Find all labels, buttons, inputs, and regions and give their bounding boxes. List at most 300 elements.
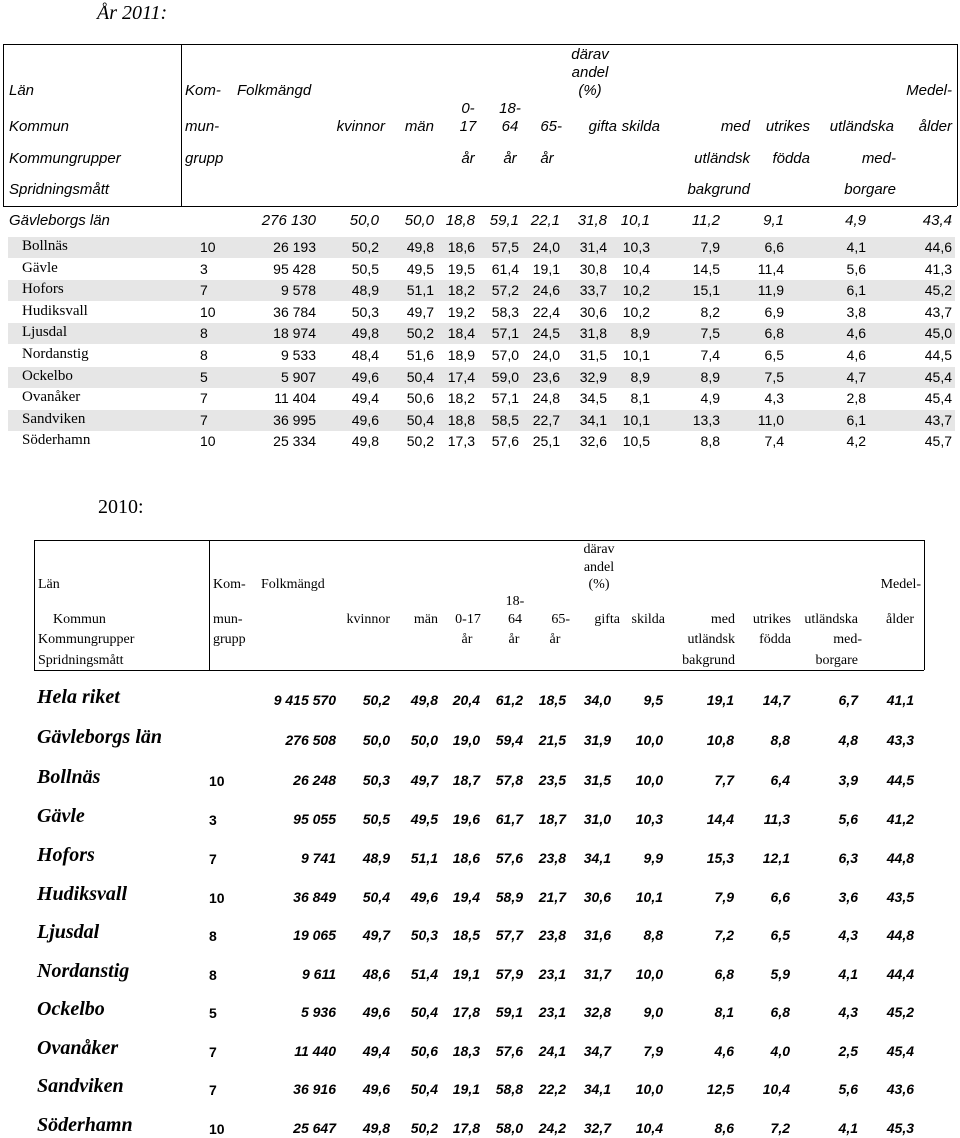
header-zero: 0- [461,100,475,117]
cell-utl-medborgare: 4,6 [846,325,866,341]
header-2010-med: med [710,612,735,627]
cell-utl-bakgrund: 11,2 [691,212,720,229]
cell-skilda: 10,0 [635,1081,663,1097]
header-2010-sixtyfour: 64 [508,612,522,627]
cell-skilda: 10,2 [622,304,650,320]
cell-utl-medborgare: 4,1 [838,1120,858,1136]
cell-skilda: 10,1 [635,889,663,905]
cell-gifta: 31,8 [577,212,607,229]
cell-utl-medborgare: 6,1 [846,412,866,428]
cell-kvinnor: 50,5 [362,811,390,827]
header-utlandsk: utländsk [694,150,750,167]
cell-kvinnor: 49,8 [351,325,379,341]
cell-man: 51,4 [410,966,438,982]
cell-age18-64: 59,0 [491,369,519,385]
cell-medelalder: 45,0 [924,325,952,341]
header-2010-darav: därav [583,542,615,557]
cell-age18-64: 57,2 [491,282,519,298]
cell-folkmangd: 95 055 [293,811,336,827]
cell-utrikes-fodda: 6,5 [770,927,790,943]
cell-age0-17: 18,8 [445,212,475,229]
cell-folkmangd: 26 248 [293,772,336,788]
cell-age0-17: 19,2 [447,304,475,320]
header-2010-eighteen: 18- [505,594,525,609]
cell-kommungrupp: 3 [209,812,217,828]
cell-gifta: 31,5 [583,772,611,788]
cell-age65: 24,1 [538,1043,566,1059]
cell-man: 50,6 [410,1043,438,1059]
cell-utl-bakgrund: 4,6 [714,1043,734,1059]
header-utrikes: utrikes [765,118,810,135]
cell-gifta: 31,6 [583,927,611,943]
cell-utrikes-fodda: 11,9 [757,282,784,298]
cell-utrikes-fodda: 12,1 [762,850,790,866]
cell-kommungrupp: 10 [209,1121,225,1137]
row-name: Bollnäs [22,238,68,254]
row-name: Hofors [22,281,64,297]
cell-kvinnor: 50,5 [351,261,379,277]
header-bakgrund: bakgrund [687,181,750,198]
cell-age65: 19,1 [532,261,560,277]
cell-kommungrupp: 8 [200,325,208,341]
cell-man: 49,5 [406,261,434,277]
cell-age18-64: 58,8 [495,1081,523,1097]
cell-medelalder: 41,2 [886,811,914,827]
cell-man: 50,2 [406,325,434,341]
cell-utl-medborgare: 3,8 [846,304,866,320]
row-name: Gävle [22,260,58,276]
cell-kommungrupp: 7 [200,282,208,298]
cell-man: 50,4 [410,1081,438,1097]
cell-age18-64: 58,0 [495,1120,523,1136]
cell-utl-bakgrund: 7,9 [714,889,734,905]
table-2011-col-divider [181,44,182,206]
header-2010-medb: med- [833,632,862,647]
cell-gifta: 30,8 [579,261,607,277]
cell-medelalder: 45,2 [924,282,952,298]
cell-skilda: 10,0 [635,772,663,788]
cell-age0-17: 18,9 [447,347,475,363]
cell-age0-17: 19,1 [452,966,480,982]
cell-utl-medborgare: 6,7 [838,692,858,708]
cell-folkmangd: 26 193 [273,239,316,255]
cell-utl-bakgrund: 12,5 [706,1081,734,1097]
cell-age65: 23,5 [538,772,566,788]
cell-man: 51,1 [410,850,438,866]
header-borgare: borgare [844,181,896,198]
cell-age65: 23,8 [538,927,566,943]
cell-skilda: 8,8 [643,927,663,943]
cell-age65: 24,8 [532,390,560,406]
cell-gifta: 34,1 [583,1081,611,1097]
cell-kommungrupp: 7 [200,412,208,428]
cell-kommungrupp: 7 [200,390,208,406]
cell-man: 50,0 [404,212,434,229]
cell-kvinnor: 50,0 [362,732,390,748]
cell-utrikes-fodda: 10,4 [762,1081,790,1097]
cell-utl-medborgare: 4,8 [838,732,858,748]
cell-skilda: 10,3 [622,239,650,255]
row-name: Hofors [37,844,95,866]
header-2010-kvinnor: kvinnor [346,612,390,627]
cell-skilda: 10,0 [635,732,663,748]
header-grupp: grupp [185,150,224,167]
cell-age65: 24,0 [532,347,560,363]
header-eighteen: 18- [499,100,521,117]
header-lan: Län [9,82,35,99]
header-2010-fodda: födda [759,632,791,647]
row-name: Sandviken [22,411,86,427]
cell-skilda: 10,4 [622,261,650,277]
cell-skilda: 10,1 [622,347,650,363]
cell-folkmangd: 9 741 [300,850,336,866]
cell-kvinnor: 50,2 [351,239,379,255]
row-name: Gävleborgs län [9,212,110,229]
cell-utrikes-fodda: 6,5 [764,347,784,363]
cell-medelalder: 41,1 [886,692,914,708]
header-2010-bakgrund: bakgrund [682,653,735,668]
cell-age65: 25,1 [532,433,560,449]
cell-age65: 24,2 [538,1120,566,1136]
cell-kvinnor: 50,2 [362,692,390,708]
cell-man: 50,4 [406,369,434,385]
header-med: med [720,118,750,135]
cell-skilda: 10,1 [620,212,650,229]
cell-folkmangd: 36 995 [273,412,316,428]
table-2011-header-divider [3,206,957,207]
cell-medelalder: 44,8 [886,850,914,866]
cell-folkmangd: 36 849 [293,889,336,905]
cell-age0-17: 18,2 [447,282,475,298]
cell-utrikes-fodda: 11,4 [757,261,784,277]
cell-kvinnor: 49,8 [351,433,379,449]
table-2010-right-border [924,540,925,670]
header-2010-utlandska: utländska [804,612,858,627]
cell-age0-17: 18,2 [447,390,475,406]
header-2010-medel: Medel- [880,577,921,592]
row-name: Ovanåker [37,1037,119,1059]
cell-kommungrupp: 10 [209,890,225,906]
cell-age18-64: 57,8 [495,772,523,788]
row-name: Nordanstig [22,346,89,362]
header-kvinnor: kvinnor [336,118,385,135]
cell-utl-bakgrund: 15,1 [692,282,720,298]
cell-gifta: 32,8 [583,1004,611,1020]
cell-utrikes-fodda: 6,8 [764,325,784,341]
cell-folkmangd: 9 578 [280,282,316,298]
cell-utrikes-fodda: 6,4 [770,772,790,788]
header-kom: Kom- [185,82,221,99]
row-name: Ovanåker [22,389,81,405]
cell-utl-bakgrund: 7,4 [700,347,720,363]
cell-kommungrupp: 8 [209,967,217,983]
cell-gifta: 31,7 [583,966,611,982]
header-darav: därav [571,46,609,63]
cell-age0-17: 17,3 [447,433,475,449]
cell-age18-64: 57,6 [495,1043,523,1059]
cell-age65: 21,7 [538,889,566,905]
cell-medelalder: 45,3 [886,1120,914,1136]
cell-age18-64: 57,1 [491,325,519,341]
header-2010-kom: Kom- [213,577,246,592]
header-2010-pct: (%) [588,577,610,592]
cell-folkmangd: 19 065 [293,927,336,943]
cell-utl-bakgrund: 8,9 [700,369,720,385]
cell-gifta: 31,5 [579,347,607,363]
cell-utl-bakgrund: 8,8 [700,433,720,449]
cell-kvinnor: 50,3 [351,304,379,320]
cell-utrikes-fodda: 4,0 [770,1043,790,1059]
table-2010-left-border [34,540,35,670]
cell-medelalder: 45,7 [924,433,952,449]
row-name: Bollnäs [37,766,101,788]
cell-utrikes-fodda: 11,3 [763,811,790,827]
cell-folkmangd: 9 533 [280,347,316,363]
cell-utrikes-fodda: 7,2 [770,1120,790,1136]
cell-gifta: 34,7 [583,1043,611,1059]
cell-kvinnor: 48,9 [351,282,379,298]
cell-age18-64: 61,4 [491,261,519,277]
header-seventeen: 17 [459,118,477,135]
cell-man: 49,6 [410,889,438,905]
cell-folkmangd: 276 508 [285,732,336,748]
header-andel: andel [571,64,609,81]
cell-utl-bakgrund: 8,6 [714,1120,734,1136]
cell-folkmangd: 11 440 [294,1043,336,1059]
header-medel: Medel- [906,82,952,99]
cell-folkmangd: 5 936 [300,1004,336,1020]
table-2010-col-divider [209,540,210,670]
cell-kvinnor: 49,7 [362,927,390,943]
cell-medelalder: 43,5 [886,889,914,905]
header-2010-alder: ålder [886,612,914,627]
cell-utl-medborgare: 4,1 [846,239,866,255]
cell-utl-bakgrund: 15,3 [706,850,734,866]
cell-age18-64: 57,1 [491,390,519,406]
cell-kvinnor: 49,6 [362,1081,390,1097]
cell-utl-bakgrund: 7,5 [700,325,720,341]
cell-kvinnor: 49,4 [362,1043,390,1059]
row-name: Hudiksvall [22,303,88,319]
cell-utl-medborgare: 4,3 [838,927,858,943]
cell-skilda: 7,9 [643,1043,663,1059]
cell-medelalder: 45,4 [924,369,952,385]
cell-gifta: 31,8 [579,325,607,341]
cell-man: 49,8 [406,239,434,255]
cell-man: 50,3 [410,927,438,943]
cell-medelalder: 44,8 [886,927,914,943]
cell-gifta: 32,6 [579,433,607,449]
cell-age0-17: 19,4 [452,889,480,905]
cell-man: 50,4 [410,1004,438,1020]
cell-skilda: 9,5 [643,692,663,708]
cell-kvinnor: 50,3 [362,772,390,788]
row-name: Söderhamn [37,1114,133,1136]
cell-age65: 24,6 [532,282,560,298]
cell-utl-bakgrund: 13,3 [692,412,720,428]
cell-kvinnor: 48,6 [362,966,390,982]
cell-gifta: 33,7 [579,282,607,298]
cell-kommungrupp: 7 [209,1082,217,1098]
cell-age65: 23,8 [538,850,566,866]
header-2010-kommun: Kommun [53,612,106,627]
cell-age18-64: 57,7 [495,927,523,943]
cell-medelalder: 45,2 [886,1004,914,1020]
cell-folkmangd: 36 784 [273,304,316,320]
cell-kvinnor: 48,4 [351,347,379,363]
row-name: Hudiksvall [37,883,128,905]
cell-age0-17: 17,8 [452,1004,480,1020]
cell-kommungrupp: 7 [209,851,217,867]
cell-age0-17: 19,1 [452,1081,480,1097]
cell-kvinnor: 49,6 [351,412,379,428]
row-name: Ljusdal [37,921,100,943]
cell-utl-medborgare: 3,6 [838,889,858,905]
cell-utrikes-fodda: 7,5 [764,369,784,385]
cell-utrikes-fodda: 5,9 [770,966,790,982]
cell-utl-medborgare: 2,8 [846,390,866,406]
cell-age18-64: 59,1 [489,212,519,229]
cell-skilda: 10,0 [635,966,663,982]
cell-utrikes-fodda: 8,8 [770,732,790,748]
cell-age0-17: 18,6 [452,850,480,866]
table-2010-header-divider [34,670,924,671]
cell-gifta: 34,0 [583,692,611,708]
cell-utrikes-fodda: 11,0 [757,412,784,428]
cell-medelalder: 43,7 [924,304,952,320]
cell-utl-bakgrund: 7,9 [700,239,720,255]
header-alder: ålder [918,118,952,135]
cell-age18-64: 59,4 [495,732,523,748]
cell-medelalder: 45,4 [924,390,952,406]
cell-skilda: 8,9 [630,325,650,341]
cell-medelalder: 41,3 [924,261,952,277]
cell-folkmangd: 276 130 [261,212,316,229]
header-2010-mun: mun- [213,612,243,627]
header-kommun: Kommun [9,118,70,135]
header-ar3: år [540,150,554,167]
table-2011-left-border [3,44,4,206]
row-name: Nordanstig [37,960,130,982]
title-2010: 2010: [98,496,144,518]
cell-age65: 18,7 [538,811,566,827]
row-name: Hela riket [37,686,120,708]
cell-utl-bakgrund: 19,1 [706,692,734,708]
cell-age65: 22,4 [532,304,560,320]
row-name: Sandviken [37,1075,124,1097]
cell-kommungrupp: 5 [200,369,208,385]
cell-medelalder: 43,4 [922,212,952,229]
cell-skilda: 10,2 [622,282,650,298]
cell-age18-64: 58,9 [495,889,523,905]
cell-age18-64: 61,2 [495,692,523,708]
cell-man: 50,2 [406,433,434,449]
cell-skilda: 9,0 [643,1004,663,1020]
cell-gifta: 34,1 [579,412,607,428]
cell-medelalder: 43,7 [924,412,952,428]
cell-age0-17: 18,5 [452,927,480,943]
header-utlandska: utländska [829,118,894,135]
cell-kvinnor: 49,6 [362,1004,390,1020]
cell-age18-64: 58,5 [491,412,519,428]
header-2010-lan: Län [38,577,60,592]
cell-man: 50,6 [406,390,434,406]
header-ar2: år [503,150,517,167]
cell-kvinnor: 50,4 [362,889,390,905]
cell-medelalder: 43,6 [886,1081,914,1097]
cell-man: 51,6 [406,347,434,363]
cell-age18-64: 57,5 [491,239,519,255]
cell-kommungrupp: 10 [200,433,216,449]
cell-utl-medborgare: 4,6 [846,347,866,363]
header-2010-gifta: gifta [594,612,620,627]
row-name: Söderhamn [22,432,91,448]
cell-folkmangd: 9 611 [302,966,336,982]
header-pct: (%) [578,82,602,99]
cell-folkmangd: 5 907 [280,369,316,385]
cell-kvinnor: 49,4 [351,390,379,406]
cell-utl-medborgare: 3,9 [838,772,858,788]
cell-utl-bakgrund: 8,2 [700,304,720,320]
header-folkmangd: Folkmängd [237,82,312,99]
cell-gifta: 31,9 [583,732,611,748]
cell-man: 49,8 [410,692,438,708]
header-gifta: gifta [588,118,617,135]
cell-kvinnor: 50,0 [349,212,379,229]
cell-utl-bakgrund: 8,1 [714,1004,734,1020]
cell-folkmangd: 18 974 [273,325,316,341]
cell-age0-17: 20,4 [452,692,480,708]
row-name: Gävle [37,805,85,827]
cell-medelalder: 44,5 [886,772,914,788]
cell-man: 50,4 [406,412,434,428]
cell-gifta: 31,4 [579,239,607,255]
cell-utl-medborgare: 4,3 [838,1004,858,1020]
cell-skilda: 8,9 [630,369,650,385]
row-name: Ljusdal [22,324,67,340]
cell-age65: 23,1 [538,1004,566,1020]
cell-gifta: 34,5 [579,390,607,406]
cell-gifta: 34,1 [583,850,611,866]
cell-utl-medborgare: 6,3 [838,850,858,866]
cell-age65: 23,6 [532,369,560,385]
cell-medelalder: 43,3 [886,732,914,748]
cell-utl-bakgrund: 7,7 [714,772,734,788]
cell-utl-bakgrund: 7,2 [714,927,734,943]
cell-kvinnor: 49,8 [362,1120,390,1136]
cell-utrikes-fodda: 6,8 [770,1004,790,1020]
cell-age65: 18,5 [538,692,566,708]
table-2011-top-border [3,44,957,45]
header-2010-utlandsk: utländsk [687,632,735,647]
cell-kommungrupp: 8 [200,347,208,363]
cell-age18-64: 57,6 [495,850,523,866]
header-skilda: skilda [621,118,660,135]
cell-folkmangd: 36 916 [293,1081,336,1097]
cell-gifta: 32,7 [583,1120,611,1136]
cell-folkmangd: 95 428 [273,261,316,277]
cell-utl-bakgrund: 14,5 [692,261,720,277]
cell-age0-17: 18,7 [452,772,480,788]
cell-age0-17: 18,6 [447,239,475,255]
header-2010-grupp: grupp [213,632,246,647]
cell-kommungrupp: 10 [200,304,216,320]
header-sixtyfive: 65- [540,118,562,135]
header-fodda: födda [772,150,810,167]
cell-utrikes-fodda: 14,7 [762,692,790,708]
cell-utl-medborgare: 6,1 [846,282,866,298]
header-2010-ar3: år [549,632,561,647]
